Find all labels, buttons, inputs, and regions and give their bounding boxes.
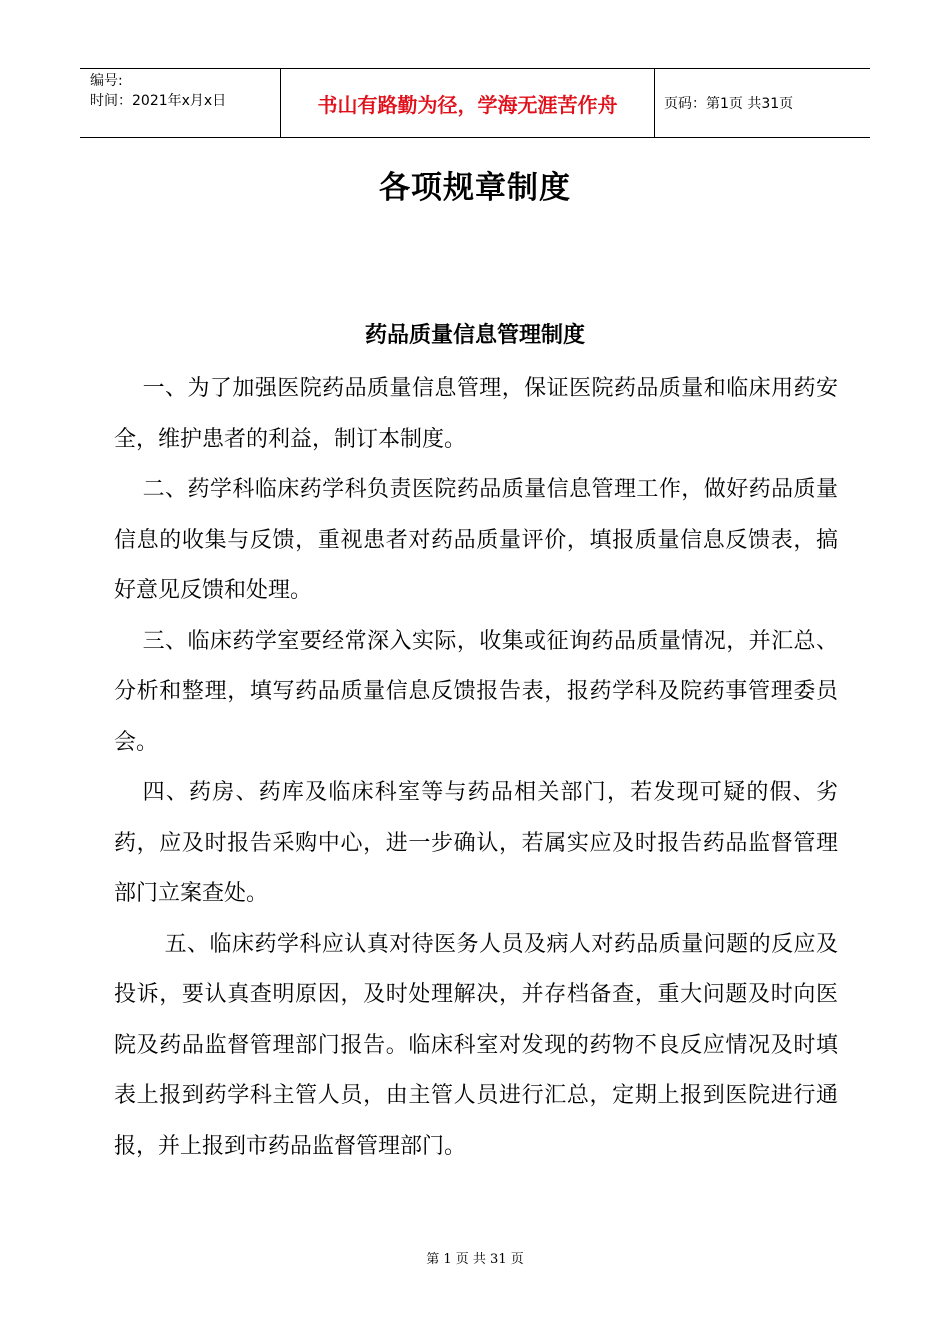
document-title: 各项规章制度 xyxy=(379,170,571,206)
paragraph-1: 一、为了加强医院药品质量信息管理，保证医院药品质量和临床用药安全，维护患者的利益，制订本制度。 xyxy=(114,376,838,452)
page-footer: 第 1 页 共 31 页 xyxy=(426,1252,524,1267)
paragraph-3: 三、临床药学室要经常深入实际，收集或征询药品质量情况，并汇总、分析和整理，填写药品质量信息反馈报告表，报药学科及院药事管理委员会。 xyxy=(114,628,838,755)
page-header xyxy=(80,68,870,138)
section-title: 药品质量信息管理制度 xyxy=(364,323,585,348)
paragraph-5: 五、临床药学科应认真对待医务人员及病人对药品质量问题的反应及投诉，要认真查明原因，及时处理解决，并存档备查，重大问题及时向医院及药品监督管理部门报告。临床科室对发现的药物不良反应情况及时填表上报到药学科主管人员，由主管人员进行汇总，定期上报到医院进行通报，并上报到市药品监督管理部门。 xyxy=(114,931,838,1159)
paragraph-4: 四、药房、药库及临床科室等与药品相关部门，若发现可疑的假、劣药，应及时报告采购中心，进一步确认，若属实应及时报告药品监督管理部门立案查处。 xyxy=(114,780,838,906)
paragraph-2: 二、药学科临床药学科负责医院药品质量信息管理工作，做好药品质量信息的收集与反馈，重视患者对药品质量评价，填报质量信息反馈表，搞好意见反馈和处理。 xyxy=(114,477,838,603)
header-motto: 书山有路勤为径，学海无涯苦作舟 xyxy=(281,69,655,137)
document-number-label: 编号: xyxy=(90,73,123,89)
header-page-info: 页码：第1页 共31页 xyxy=(664,96,794,112)
document-body xyxy=(114,364,838,1172)
document-time-label: 时间：2021年x月x日 xyxy=(90,93,227,109)
header-meta xyxy=(80,69,281,137)
